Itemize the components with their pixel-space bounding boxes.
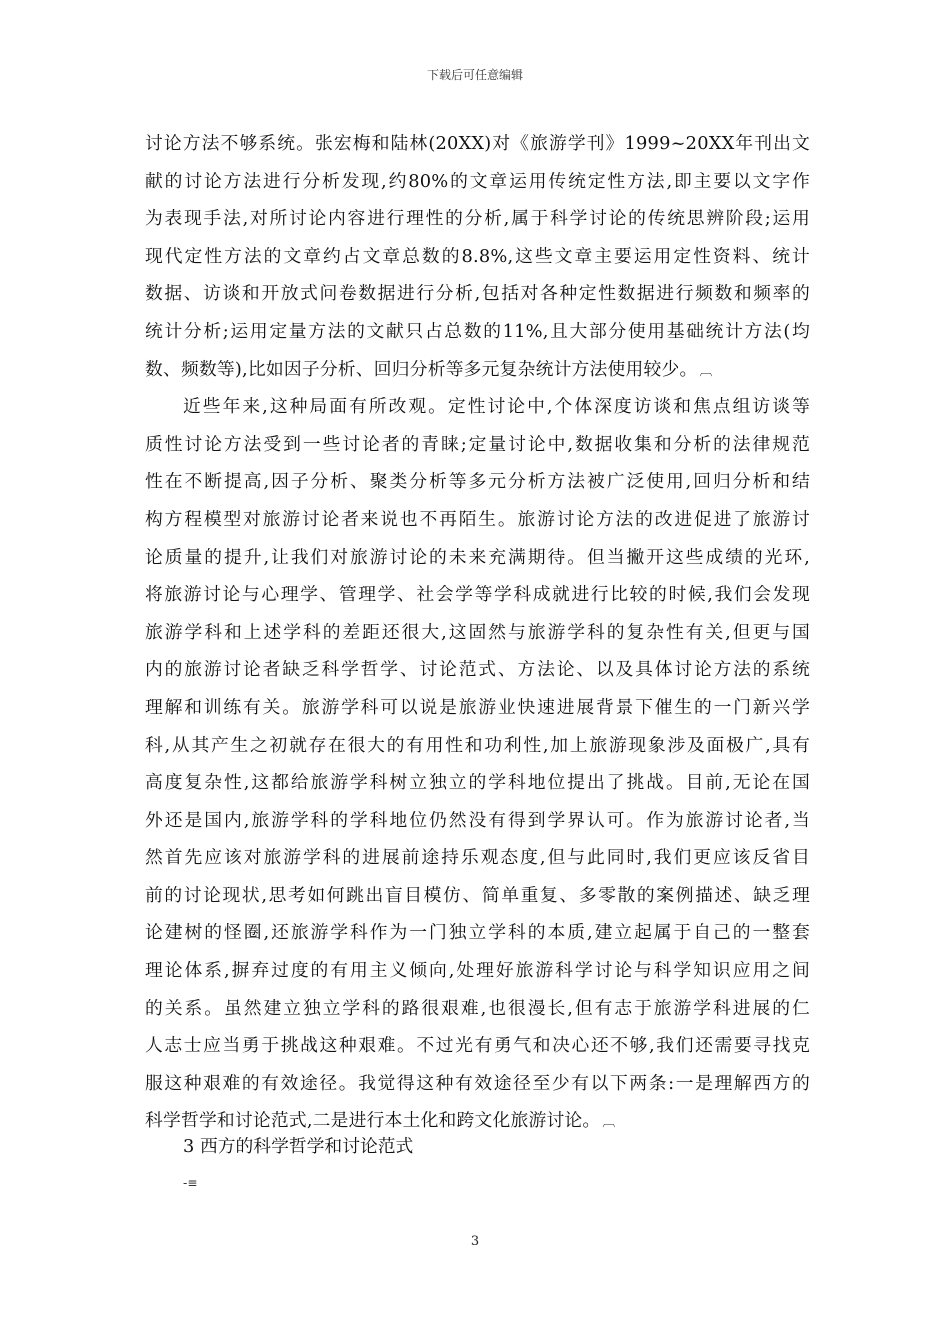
text-line: 数据、访谈和开放式问卷数据进行分析,包括对各种定性数据进行频数和频率的 [145, 283, 810, 305]
stray-glyph: -≡ [183, 1176, 198, 1190]
text-line: 理解和训练有关。旅游学科可以说是旅游业快速进展背景下催生的一门新兴学 [145, 696, 810, 718]
text-line: 旅游学科和上述学科的差距还很大,这固然与旅游学科的复杂性有关,但更与国 [145, 621, 810, 643]
paragraph-2 [145, 388, 810, 1140]
text-line: 内的旅游讨论者缺乏科学哲学、讨论范式、方法论、以及具体讨论方法的系统 [145, 659, 810, 681]
text-line: 的关系。虽然建立独立学科的路很艰难,也很漫长,但有志于旅游学科进展的仁 [145, 997, 810, 1019]
text-line-content: 科学哲学和讨论范式,二是进行本土化和跨文化旅游讨论。 [145, 1110, 601, 1132]
page-number: 3 [470, 1234, 480, 1249]
text-line: 服这种艰难的有效途径。我觉得这种有效途径至少有以下两条:一是理解西方的 [145, 1072, 810, 1094]
text-line-first: 近些年来,这种局面有所改观。定性讨论中,个体深度访谈和焦点组访谈等 [183, 396, 810, 418]
text-line: 为表现手法,对所讨论内容进行理性的分析,属于科学讨论的传统思辨阶段;运用 [145, 208, 810, 230]
text-line: 然首先应该对旅游学科的进展前途持乐观态度,但与此同时,我们更应该反省目 [145, 847, 810, 869]
text-line: 统计分析;运用定量方法的文献只占总数的11%,且大部分使用基础统计方法(均 [145, 320, 810, 342]
text-line: 科,从其产生之初就存在很大的有用性和功利性,加上旅游现象涉及面极广,具有 [145, 734, 810, 756]
text-line: 外还是国内,旅游学科的学科地位仍然没有得到学界认可。作为旅游讨论者,当 [145, 809, 810, 831]
text-line-last [145, 351, 810, 389]
text-line: 讨论方法不够系统。张宏梅和陆林(20XX)对《旅游学刊》1999~20XX年刊出文 [145, 133, 810, 154]
paragraph-end-mark: ︹ [602, 1115, 616, 1131]
text-line: 论建树的怪圈,还旅游学科作为一门独立学科的本质,建立起属于自己的一整套 [145, 922, 810, 944]
text-line: 构方程模型对旅游讨论者来说也不再陌生。旅游讨论方法的改进促进了旅游讨 [145, 508, 810, 530]
text-line: 前的讨论现状,思考如何跳出盲目模仿、简单重复、多零散的案例描述、缺乏理 [145, 884, 810, 906]
text-line: 论质量的提升,让我们对旅游讨论的未来充满期待。但当撇开这些成绩的光环, [145, 546, 810, 568]
section-heading: 3 西方的科学哲学和讨论范式 [183, 1136, 414, 1157]
page-header: 下载后可任意编辑 [426, 68, 523, 82]
text-line: 高度复杂性,这都给旅游学科树立独立的学科地位提出了挑战。目前,无论在国 [145, 772, 810, 794]
text-line: 献的讨论方法进行分析发现,约80%的文章运用传统定性方法,即主要以文字作 [145, 170, 810, 192]
text-line-content: 数、频数等),比如因子分析、回归分析等多元复杂统计方法使用较少。 [145, 358, 698, 380]
text-line: 现代定性方法的文章约占文章总数的8.8%,这些文章主要运用定性资料、统计 [145, 245, 810, 267]
document-body [145, 125, 810, 1140]
text-line: 将旅游讨论与心理学、管理学、社会学等学科成就进行比较的时候,我们会发现 [145, 584, 810, 606]
text-line: 质性讨论方法受到一些讨论者的青睐;定量讨论中,数据收集和分析的法律规范 [145, 433, 810, 455]
text-line: 性在不断提高,因子分析、聚类分析等多元分析方法被广泛使用,回归分析和结 [145, 471, 810, 493]
paragraph-1 [145, 125, 810, 388]
paragraph-end-mark: ︹ [699, 363, 713, 379]
text-line: 理论体系,摒弃过度的有用主义倾向,处理好旅游科学讨论与科学知识应用之间 [145, 960, 810, 982]
text-line: 人志士应当勇于挑战这种艰难。不过光有勇气和决心还不够,我们还需要寻找克 [145, 1035, 810, 1057]
